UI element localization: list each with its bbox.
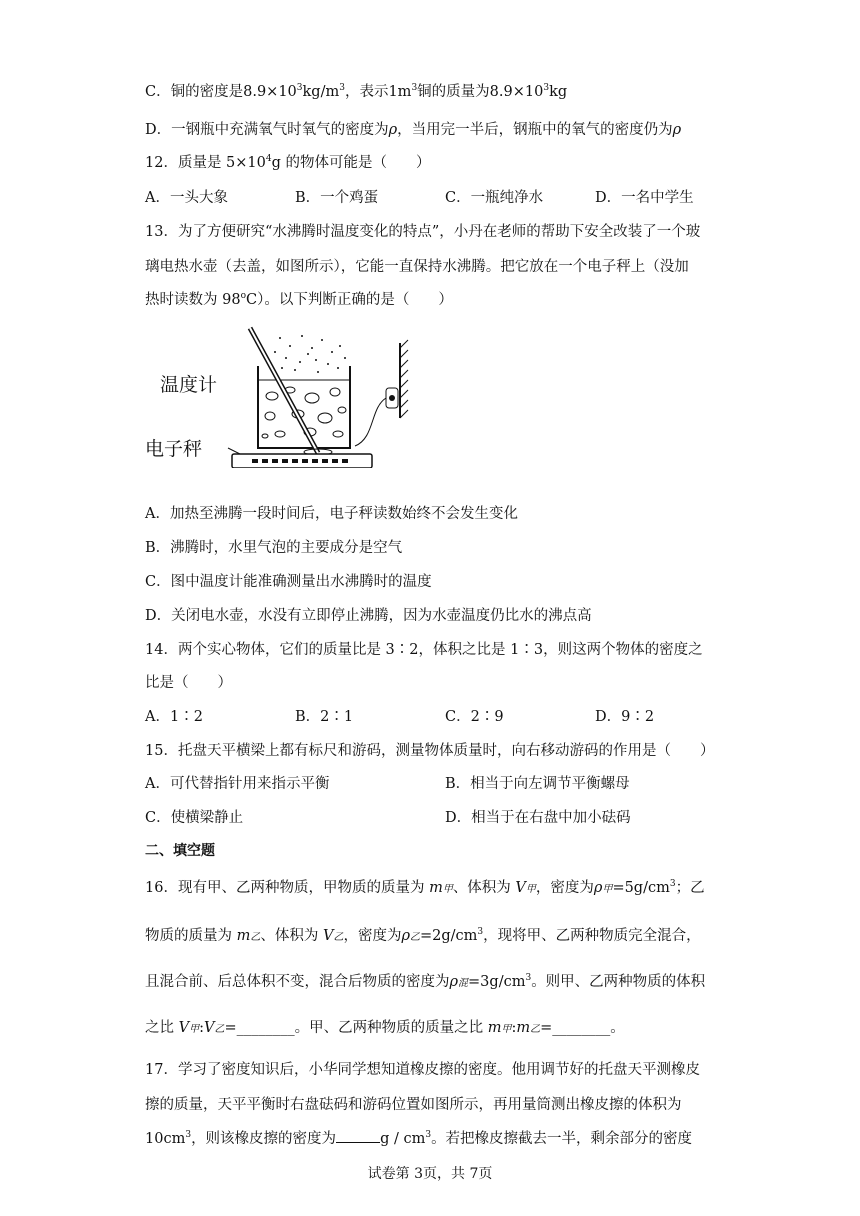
q15-option-a: A．可代替指针用来指示平衡 (145, 776, 330, 792)
q16-line-2: 物质的质量为 m乙、体积为 V乙，密度为ρ乙$=2g/cm^3$，现将甲、乙两种物质完全混合， (145, 927, 701, 944)
q16-line-4: 之比 V甲:V乙=________。甲、乙两种物质的质量之比 m甲:m乙=________。 (145, 1020, 625, 1036)
q14-line-2: 比是（ ） (145, 675, 232, 691)
q13-option-c: C．图中温度计能准确测量出水沸腾时的温度 (145, 574, 432, 590)
q11-option-c: C．铜的密度是$8.9\times 10^3kg/m^3$，表示$1m^3$铜的质量为$8.9\times 10^3kg$ (145, 83, 568, 100)
q15-stem: 15．托盘天平横梁上都有标尺和游码，测量物体质量时，向右移动游码的作用是（ ） (145, 743, 715, 759)
q14-option-d: D．9∶2 (595, 709, 655, 725)
q13-option-a: A．加热至沸腾一段时间后，电子秤读数始终不会发生变化 (145, 506, 518, 522)
scale-label: 电子秤 (145, 438, 203, 460)
q17-line-2: 擦的质量，天平平衡时右盘砝码和游码位置如图所示，再用量筒测出橡皮擦的体积为 (145, 1097, 682, 1113)
section-heading: 二、填空题 (145, 843, 215, 859)
q17-line-3: $10cm^3$，则该橡皮擦的密度为 g / $cm^3$。若把橡皮擦截去一半，剩余部分的密度 (145, 1127, 692, 1148)
thermometer-label: 温度计 (160, 374, 218, 396)
q11-option-d: D．一钢瓶中充满氧气时氧气的密度为ρ，当用完一半后，钢瓶中的氧气的密度仍为ρ (145, 122, 682, 138)
q13-option-d: D．关闭电水壶，水没有立即停止沸腾，因为水壶温度仍比水的沸点高 (145, 608, 592, 624)
q12-option-b: B．一个鸡蛋 (295, 190, 379, 206)
q17-line-1: 17．学习了密度知识后，小华同学想知道橡皮擦的密度。他用调节好的托盘天平测橡皮 (145, 1062, 700, 1078)
q15-option-c: C．使横梁静止 (145, 810, 244, 826)
answer-blank[interactable] (336, 1128, 380, 1143)
q13-line-2: 璃电热水壶（去盖，如图所示），它能一直保持水沸腾。把它放在一个电子秤上（没加 (145, 259, 689, 275)
q12-option-a: A．一头大象 (145, 190, 228, 206)
q14-line-1: 14．两个实心物体，它们的质量比是 3∶2，体积之比是 1∶3，则这两个物体的密度之 (145, 642, 703, 658)
q13-line-1: 13．为了方便研究“水沸腾时温度变化的特点”，小丹在老师的帮助下安全改装了一个玻 (145, 224, 701, 240)
q14-option-c: C．2∶9 (445, 709, 504, 725)
q15-option-b: B．相当于向左调节平衡螺母 (445, 776, 630, 792)
q13-option-b: B．沸腾时，水里气泡的主要成分是空气 (145, 540, 403, 556)
q12-option-d: D．一名中学生 (595, 190, 694, 206)
q12-stem: 12．质量是 $5\times 10^4g$ 的物体可能是（ ） (145, 154, 431, 171)
q13-line-3: 热时读数为 98$^o$C）。以下判断正确的是（ ） (145, 291, 453, 308)
kettle-scale-figure (140, 318, 420, 468)
q16-line-3: 且混合前、后总体积不变，混合后物质的密度为ρ混$=3g/cm^3$。则甲、乙两种物质的体积 (145, 973, 706, 990)
q14-option-b: B．2∶1 (295, 709, 354, 725)
page-footer: 试卷第 3页，共 7页 (367, 1166, 493, 1182)
q15-option-d: D．相当于在右盘中加小砝码 (445, 810, 631, 826)
q14-option-a: A．1∶2 (145, 709, 203, 725)
q16-line-1: 16．现有甲、乙两种物质，甲物质的质量为 m甲、体积为 V甲，密度为ρ甲$=5g/cm^3$；乙 (145, 879, 705, 896)
q12-option-c: C．一瓶纯净水 (445, 190, 544, 206)
